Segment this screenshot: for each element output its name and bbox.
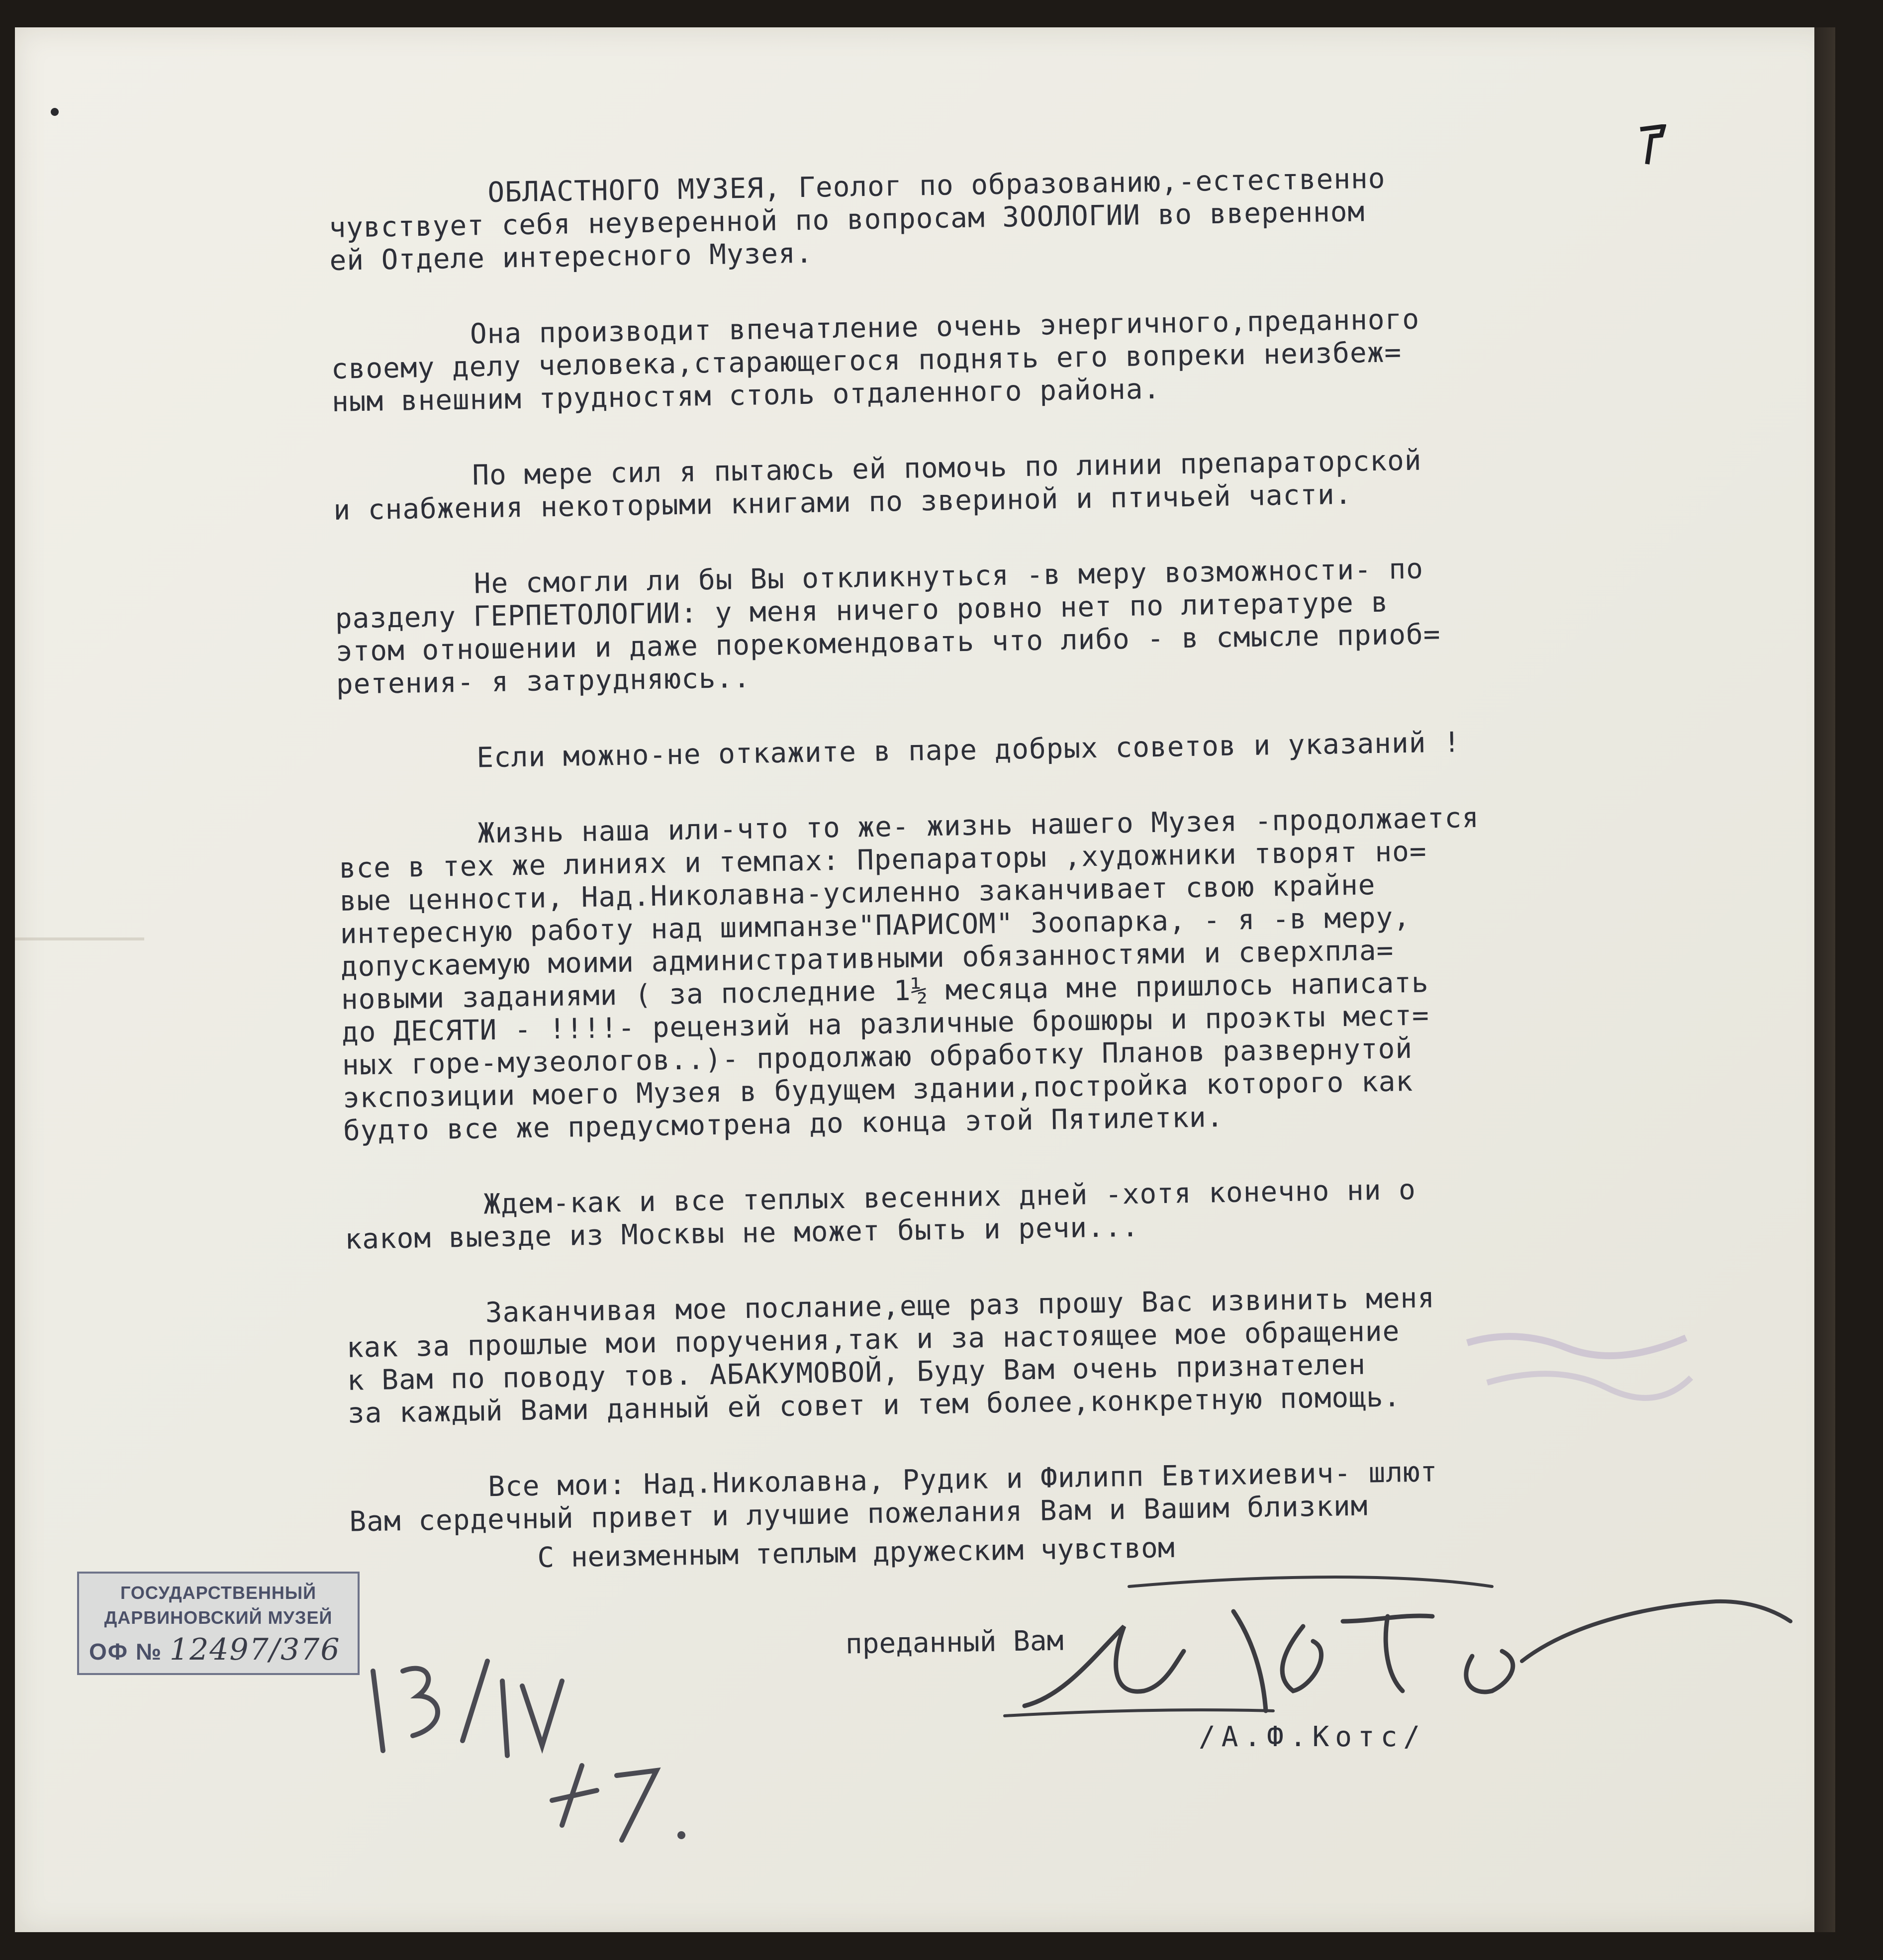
paper-fold — [15, 937, 144, 940]
stamp-registration — [89, 1632, 341, 1667]
paragraph-2: Она производит впечатление очень энергичного,преданного своему делу человека,старающегося поднять его вопреки неизбеж= ным внешним трудностям столь отдаленного района. — [331, 303, 1420, 418]
paragraph-4: Не смогли ли бы Вы откликнуться -в меру возможности- по разделу ГЕРПЕТОЛОГИИ: у меня ничего ровно нет по литературе в этом отношении и даже порекомендовать что либо - в смысле приоб= ретения- я затрудняюсь.. — [335, 553, 1441, 701]
stamp-number: 12497/376 — [169, 1632, 341, 1667]
handwritten-date — [363, 1641, 721, 1850]
paragraph-3: По мере сил я пытаюсь ей помочь по линии препараторской и снабжения некоторыми книгами по звериной и птичьей части. — [333, 444, 1422, 527]
stamp-prefix: ОФ № — [89, 1639, 163, 1665]
museum-stamp — [77, 1572, 360, 1675]
stamp-line-2: ДАРВИНОВСКИЙ МУЗЕЙ — [104, 1607, 333, 1628]
handwritten-signature — [995, 1567, 1800, 1756]
ink-dot-mark — [50, 107, 60, 117]
paragraph-6: Жизнь наша или-что то же- жизнь нашего Музея -продолжается все в тех же линиях и темпах: Препараторы ,художники творят но= вые ценности, Над.Николавна-усиленно заканчивает свою крайне интересную работу над шимпанзе"ПАРИСОМ" Зоопарка, - я -в меру, допускаемую моими административными обязанностями и сверхпла= новыми заданиями ( за последние 1½ месяца мне пришлось написать до ДЕСЯТИ - !!!!- рецензий на различные брошюры и проэкты мест= ных горе-музеологов..)- продолжаю обработку Планов развернутой экспозиции моего Музея в будущем здании,постройка которого как будто все же предусмотрена до конца этой Пятилетки. — [339, 801, 1480, 1147]
paragraph-9: Все мои: Над.Николавна, Рудик и Филипп Евтихиевич- шлют Вам сердечный привет и лучшие пожелания Вам и Вашим близким — [349, 1456, 1438, 1538]
paragraph-5: Если можно-не откажите в паре добрых советов и указаний ! — [476, 726, 1461, 774]
closing-line: С неизменным теплым дружеским чувством — [537, 1531, 1175, 1574]
faint-ink-smudge — [1457, 1323, 1696, 1402]
paragraph-7: Ждем-как и все теплых весенних дней -хотя конечно ни о каком выезде из Москвы не может быть и речи... — [344, 1173, 1416, 1256]
valediction: преданный Вам — [845, 1624, 1064, 1661]
paragraph-8: Заканчивая мое послание,еще раз прошу Вас извинить меня как за прошлые мои поручения,так и за настоящее мое обращение к Вам по поводу тов. АБАКУМОВОЙ, Буду Вам очень признателен за каждый Вами данный ей совет и тем более,конкретную помощь. — [346, 1282, 1435, 1430]
signer-name: /А.Ф.Котс/ — [1199, 1721, 1426, 1753]
stamp-line-1: ГОСУДАРСТВЕННЫЙ — [120, 1583, 316, 1603]
paragraph-1: ОБЛАСТНОГО МУЗЕЯ, Геолог по образованию,-естественно чувствует себя неуверенной по вопросам ЗООЛОГИИ во вверенном ей Отделе интересного Музея. — [329, 162, 1386, 277]
mounting-edge — [1814, 27, 1835, 1932]
